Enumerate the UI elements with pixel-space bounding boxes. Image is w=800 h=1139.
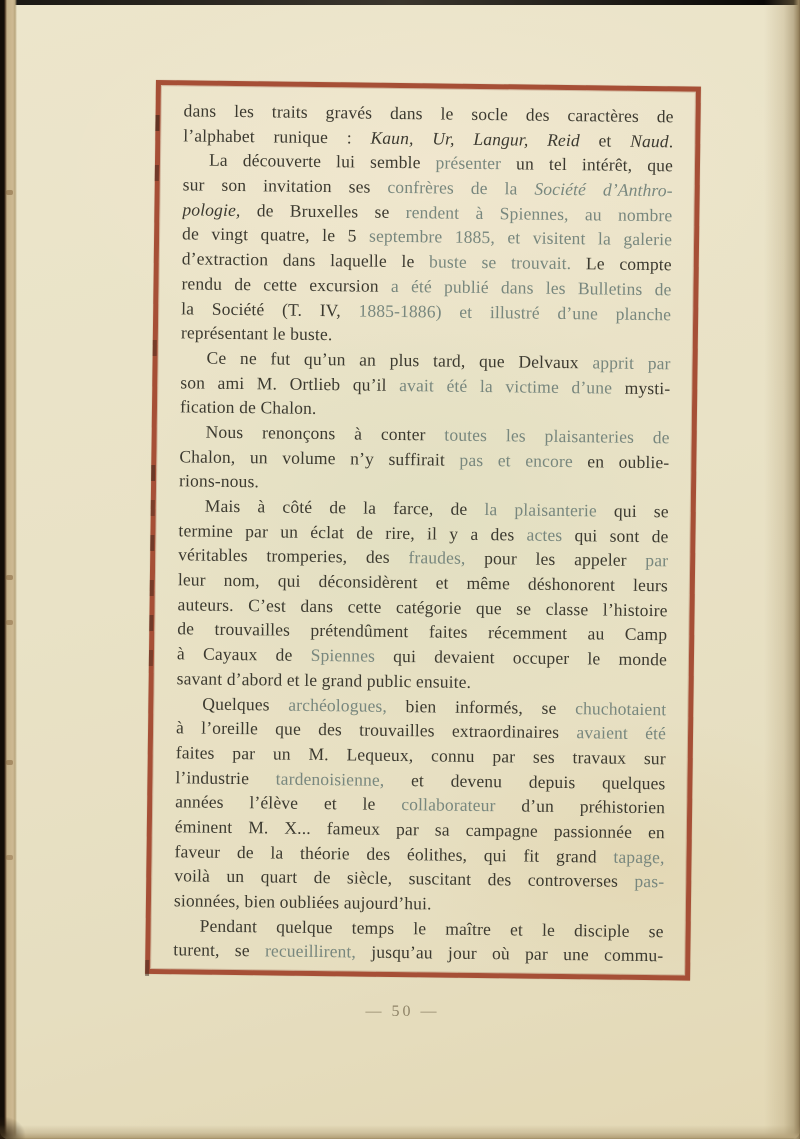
- ink-showthrough-marks: [155, 115, 159, 131]
- text-line-5: pologie, de Bruxelles se rendent à Spiennes, au nombre: [182, 199, 673, 226]
- text-line-2: l’alphabet runique : Kaun, Ur, Langur, Reid et Naud.: [183, 125, 674, 152]
- text-line-11: Ce ne fut qu’un an plus tard, que Delvaux apprit par: [206, 347, 671, 374]
- text-line-17: Mais à côté de la farce, de la plaisanterie qui se: [204, 495, 669, 522]
- text-line-35: turent, se recueillirent, jusqu’au jour où par une commu-: [173, 939, 664, 966]
- text-line-18: termine par un éclat de rire, il y a des actes qui sont de: [178, 519, 669, 546]
- text-line-13: fication de Chalon.: [179, 396, 317, 419]
- text-line-33: sionnées, bien oubliées aujourd’hui.: [173, 890, 432, 914]
- text-line-19: véritables tromperies, des fraudes, pour les appeler par: [178, 544, 669, 571]
- text-line-30: éminent M. X... fameux par sa campagne passionnée en: [174, 816, 665, 843]
- binding-stitch-marks: [6, 190, 13, 195]
- text-line-1: dans les traits gravés dans le socle des caractères de: [183, 100, 674, 127]
- text-line-14: Nous renonçons à conter toutes les plaisanteries de: [205, 421, 670, 448]
- text-line-28: l’industrie tardenoisienne, et devenu depuis quelques: [175, 766, 666, 793]
- text-line-22: de trouvailles prétendûment faites récemment au Camp: [177, 618, 668, 645]
- page-number: — 50 —: [365, 1003, 440, 1020]
- scan-edge-bottom: [0, 1125, 800, 1139]
- text-line-23: à Cayaux de Spiennes qui devaient occuper le monde: [176, 643, 668, 670]
- text-line-25: Quelques archéologues, bien informés, se chuchotaient: [202, 693, 667, 719]
- text-line-12: son ami M. Ortlieb qu’il avait été la victime d’une mysti-: [180, 371, 671, 398]
- page-border-frame: [145, 80, 701, 981]
- text-line-24: savant d’abord et le grand public ensuite.: [176, 668, 472, 692]
- text-line-21: auteurs. C’est dans cette catégorie que se classe l’histoire: [177, 594, 668, 621]
- scan-edge-top: [0, 0, 800, 5]
- text-line-4: sur son invitation ses confrères de la Société d’Anthro-: [182, 174, 673, 201]
- text-line-3: La découverte lui semble présenter un tel intérêt, que: [208, 150, 674, 176]
- book-spine-edge: [0, 0, 17, 1139]
- text-line-29: années l’élève et le collaborateur d’un préhistorien: [175, 791, 666, 818]
- text-line-31: faveur de la théorie des éolithes, qui fit grand tapage,: [174, 840, 665, 867]
- page-corner-stain: [0, 1116, 26, 1139]
- text-line-7: d’extraction dans laquelle le buste se trouvait. Le compte: [181, 248, 672, 275]
- text-line-26: à l’oreille que des trouvailles extraordinaires avaient été: [175, 717, 667, 744]
- text-line-9: la Société (T. IV, 1885-1886) et illustré d’une planche: [181, 297, 672, 324]
- text-line-8: rendu de cette excursion a été publié dans les Bulletins de: [181, 273, 672, 300]
- text-line-6: de vingt quatre, le 5 septembre 1885, et visitent la galerie: [182, 223, 673, 250]
- text-line-32: voilà un quart de siècle, suscitant des controverses pas-: [174, 865, 665, 892]
- text-line-15: Chalon, un volume n’y suffirait pas et encore en oublie-: [179, 445, 670, 472]
- text-line-16: rions-nous.: [178, 470, 260, 492]
- page-text-block: [173, 98, 674, 968]
- text-line-27: faites par un M. Lequeux, connu par ses travaux sur: [175, 742, 666, 769]
- text-line-20: leur nom, qui déconsidèrent et même déshonorent leurs: [177, 569, 668, 596]
- text-line-10: représentant le buste.: [180, 322, 333, 345]
- scan-edge-right: [764, 0, 800, 1139]
- text-line-34: Pendant quelque temps le maître et le disciple se: [199, 915, 664, 941]
